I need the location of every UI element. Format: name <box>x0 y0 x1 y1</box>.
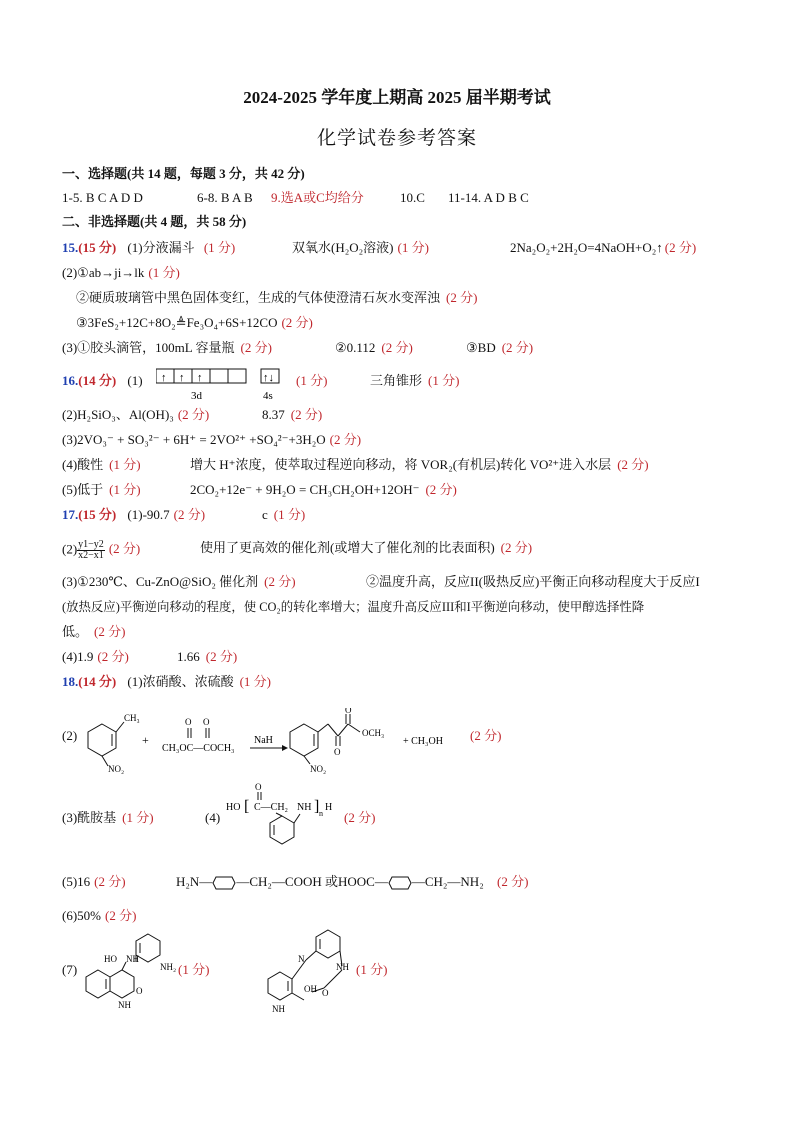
oxygen-label: O <box>185 717 192 727</box>
q15-2-3: ③3FeS₂+12C+8O₂≜Fe₃O₄+6S+12CO (2 分) <box>76 315 313 330</box>
q15-3-2: ②0.112 (2 分) <box>335 340 413 355</box>
polymer-structure <box>222 780 342 852</box>
orbital-diagram <box>156 366 296 404</box>
q16-4a: (4)酸性 (1 分) <box>62 457 141 472</box>
q18-2-label: (2) <box>62 728 78 743</box>
nh-label: NH <box>272 1004 285 1014</box>
q15-3-3: ③BD (2 分) <box>466 340 534 355</box>
reaction-scheme <box>78 708 478 774</box>
nah-label: NaH <box>254 735 273 746</box>
q16-4b: 增大 H⁺浓度，使萃取过程逆向移动，将 VOR₂(有机层)转化 VO²⁺进入水层 (2 分) <box>190 457 649 472</box>
page-title: 2024-2025 学年度上期高 2025 届半期考试 <box>243 88 551 107</box>
q18-6: (6)50% (2 分) <box>62 908 137 923</box>
q15-1b: 双氧水(H₂O₂溶液) (1 分) <box>292 240 429 255</box>
oxygen-label: O <box>334 747 341 757</box>
q18-4-score: (2 分) <box>344 810 376 825</box>
q18-7b-score: (1 分) <box>356 962 388 977</box>
choice-answer-10: 10.C <box>400 190 425 205</box>
spin-up-arrow: ↑ <box>161 372 167 384</box>
page-subtitle: 化学试卷参考答案 <box>316 128 477 149</box>
choice-answers-11-14: 11-14. A D B C <box>448 190 529 205</box>
fraction: $\frac{y1-y2}{x2-x1}$ <box>78 539 104 561</box>
nh-label: NH <box>336 962 349 972</box>
q15-line1 <box>62 240 235 256</box>
oxygen-label: O <box>136 986 143 996</box>
q16-1-score: (1 分) <box>296 373 328 388</box>
q16-2a: (2)H₂SiO₃、Al(OH)₃ (2 分) <box>62 407 210 422</box>
q15-1c: 2Na₂O₂+2H₂O=4NaOH+O₂↑ (2 分) <box>510 240 697 255</box>
q17-3a: (3)①230℃、Cu-ZnO@SiO₂ 催化剂 (2 分) <box>62 574 296 589</box>
q17-4a: (4)1.9 (2 分) <box>62 649 129 664</box>
benzene-ring <box>270 813 300 844</box>
label-4s: 4s <box>263 390 273 402</box>
n-label: N <box>298 954 305 964</box>
no2-label: NO₂ <box>310 764 327 774</box>
q16-5b: 2CO₂+12e⁻ + 9H₂O = CH₃CH₂OH+12OH⁻ (2 分) <box>190 482 457 497</box>
q17-3d: 低。 (2 分) <box>62 624 126 639</box>
dimethyl-oxalate-structure <box>188 728 209 738</box>
choice-answers-1-5: 1-5. B C A D D <box>62 190 143 205</box>
q15-points: (15 分) <box>78 240 117 255</box>
c-ch2-label: C—CH₂ <box>254 802 289 813</box>
oxygen-label: O <box>345 708 352 715</box>
q17-2b: 使用了更高效的催化剂(或增大了催化剂的比表面积) (2 分) <box>200 540 533 555</box>
q15-number: 15. <box>62 240 79 255</box>
structure-7b <box>262 926 362 1016</box>
och3-label: OCH₃ <box>362 728 385 738</box>
nh-label: NH <box>297 802 312 813</box>
nh2-label: NH₂ <box>160 962 177 972</box>
q15-1a: (1)分液漏斗 <box>127 240 195 255</box>
q16-2b: 8.37 (2 分) <box>262 407 323 422</box>
subscript-n: n <box>319 809 323 818</box>
oxygen-label: O <box>255 782 262 792</box>
q17-line1: 17.(15 分) (1)-90.7 (2 分) <box>62 507 206 522</box>
q18-line1: 18.(14 分) (1)浓硝酸、浓硫酸 (1 分) <box>62 674 272 689</box>
spin-pair-arrows: ↑↓ <box>263 372 274 384</box>
reagent-label: CH₃OC—COCH₃ <box>162 743 235 754</box>
q17-3b: ②温度升高，反应II(吸热反应)平衡正向移动程度大于反应I <box>366 574 700 589</box>
q15-2-2: ②硬质玻璃管中黑色固体变红，生成的气体使澄清石灰水变浑浊 (2 分) <box>76 290 478 305</box>
q15-1a-score: (1 分) <box>203 240 236 255</box>
ho-label: HO <box>104 954 117 964</box>
nh-label: NH <box>118 1000 131 1010</box>
nh-label: NH <box>126 954 139 964</box>
q15-3-1: (3)①胶头滴管，100mL 容量瓶 (2 分) <box>62 340 272 355</box>
methanol-label: + CH₃OH <box>403 736 443 747</box>
q16-header: 16.(14 分) (1) <box>62 373 143 388</box>
q17-4b: 1.66 (2 分) <box>177 649 238 664</box>
oxygen-label: O <box>203 717 210 727</box>
ch3-label: CH₃ <box>124 713 140 723</box>
product-structure <box>290 714 360 764</box>
plus-sign: + <box>142 733 149 747</box>
choice-answer-9: 9.选A或C均给分 <box>271 190 364 205</box>
q18-3: (3)酰胺基 (1 分) <box>62 810 154 825</box>
q16-3: (3)2VO₃⁻ + SO₃²⁻ + 6H⁺ = 2VO²⁺ +SO₄²⁻+3H₂O (2 分) <box>62 432 362 447</box>
q17-3c: (放热反应)平衡逆向移动的程度，使 CO₂的转化率增大；温度升高反应III和I平衡逆向移动，使甲醇选择性降 <box>62 600 645 614</box>
benzene-ring-icon <box>212 876 236 890</box>
h-label: H <box>325 802 333 813</box>
no2-label: NO₂ <box>108 764 125 774</box>
q18-2-score: (2 分) <box>470 728 502 743</box>
bracket-left: [ <box>244 798 250 815</box>
label-3d: 3d <box>191 390 202 402</box>
o-nitrotoluene-structure <box>88 722 124 766</box>
bracket-right: ] <box>314 798 320 815</box>
q18-5b: H₂N— —CH₂—COOH 或HOOC— —CH₂—NH₂ (2 分) <box>176 874 529 889</box>
section-nonchoice-header: 二、非选择题(共 4 题，共 58 分) <box>62 214 247 229</box>
oh-label: OH <box>304 984 317 994</box>
spin-up-arrow: ↑ <box>197 372 203 384</box>
q17-1b: c (1 分) <box>262 507 306 522</box>
q18-5a: (5)16 (2 分) <box>62 874 126 889</box>
oxygen-label: O <box>322 988 329 998</box>
q15-2-1: (2)①ab→ji→lk (1 分) <box>62 265 180 280</box>
q18-4-label: (4) <box>205 810 221 825</box>
benzene-ring-icon <box>388 876 412 890</box>
q16-5a: (5)低于 (1 分) <box>62 482 141 497</box>
choice-answers-6-8: 6-8. B A B <box>197 190 253 205</box>
ho-label: HO <box>226 802 241 813</box>
q16-1b: 三角锥形 (1 分) <box>370 373 460 388</box>
q18-7a-score: (1 分) <box>178 962 210 977</box>
q17-2a: (2) $\frac{y1-y2}{x2-x1}$ (2 分) <box>62 539 141 561</box>
section-choice-header: 一、选择题(共 14 题，每题 3 分，共 42 分) <box>62 166 305 181</box>
structure-7a <box>80 930 180 1010</box>
q18-7-label: (7) <box>62 962 78 977</box>
spin-up-arrow: ↑ <box>179 372 185 384</box>
